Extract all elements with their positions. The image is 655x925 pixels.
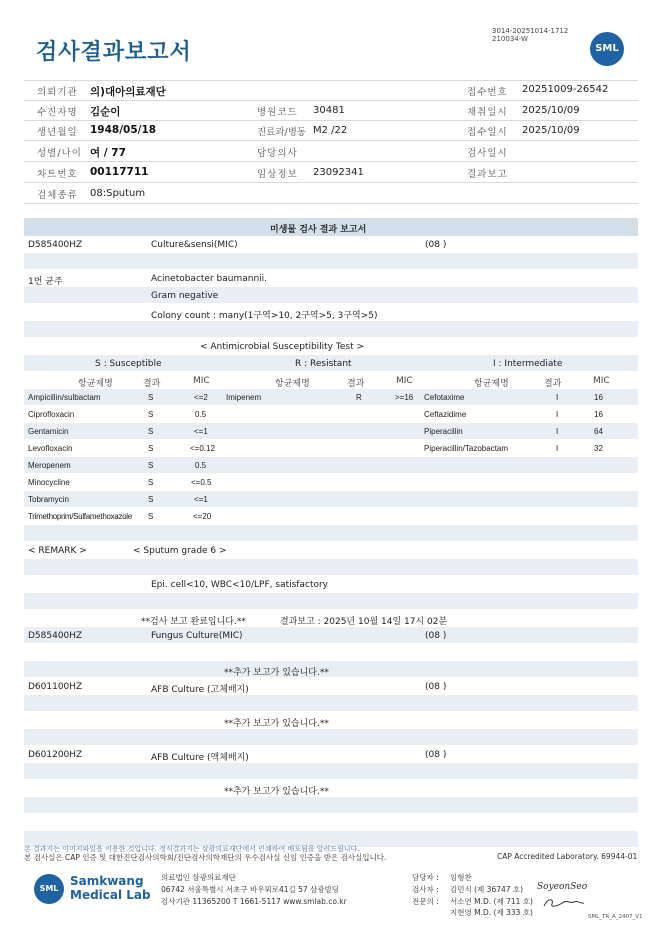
receipt-date-value: 2025/10/09 xyxy=(522,125,580,136)
manager-label: 담당자 : xyxy=(412,873,439,882)
additional-report-notice: **추가 보고가 있습니다.** xyxy=(224,787,329,797)
ast-drug: Ampicillin/sulbactam xyxy=(28,393,101,402)
page-title: 검사결과보고서 xyxy=(36,40,192,65)
row-band xyxy=(24,525,638,541)
specialist-name: 서소연 M.D. (제 711 호) xyxy=(450,897,533,906)
divider xyxy=(24,100,638,101)
row-band xyxy=(24,695,638,711)
ast-mic: <=0.5 xyxy=(191,478,212,487)
row-band xyxy=(24,457,638,473)
colony-count: Colony count : many(1구역>10, 2구역>5, 3구역>5) xyxy=(151,311,378,321)
row-band xyxy=(24,593,638,609)
specimen-label: 검체종류 xyxy=(37,190,78,201)
ast-mic: 0.5 xyxy=(195,461,207,470)
sml-logo-icon: SML xyxy=(590,32,624,66)
divider xyxy=(24,182,638,183)
row-band xyxy=(24,423,638,439)
ast-mic: 16 xyxy=(594,410,603,419)
name-label: 수진자명 xyxy=(37,107,78,118)
divider xyxy=(24,140,638,141)
tester-label: 검사자 : xyxy=(412,885,439,894)
collect-date-label: 채취일시 xyxy=(467,107,508,118)
row-band xyxy=(24,321,638,337)
ast-drug: Ceftazidime xyxy=(424,410,467,419)
divider xyxy=(24,161,638,162)
receipt-date-label: 접수일시 xyxy=(467,127,508,138)
ast-result: S xyxy=(148,444,154,453)
ast-result: S xyxy=(148,393,154,402)
row-band xyxy=(24,253,638,269)
dob-label: 생년월일 xyxy=(37,127,78,138)
ast-title: < Antimicrobial Susceptibility Test > xyxy=(200,342,364,352)
ast-result: I xyxy=(556,444,559,453)
ast-result: S xyxy=(148,478,154,487)
sex-age-value: 여 / 77 xyxy=(90,147,126,159)
col-result-header: 결과 xyxy=(347,379,365,389)
receipt-no-label: 접수번호 xyxy=(467,87,508,98)
ast-drug: Tobramycin xyxy=(28,495,69,504)
remark-grade: < Sputum grade 6 > xyxy=(133,546,227,556)
ast-drug: Trimethoprim/Sulfamethoxazole xyxy=(28,512,132,521)
ast-mic: 64 xyxy=(594,427,603,436)
ast-mic: 16 xyxy=(594,393,603,402)
row-band xyxy=(24,389,638,405)
dept-value: M2 /22 xyxy=(313,125,348,136)
ast-drug: Meropenem xyxy=(28,461,71,470)
test-name: Fungus Culture(MIC) xyxy=(151,631,243,641)
test-name: AFB Culture (고체배지) xyxy=(151,685,249,695)
col-mic-header: MIC xyxy=(593,376,610,386)
hospital-code-label: 병원코드 xyxy=(257,107,298,118)
ast-drug: Piperacillin/Tazobactam xyxy=(424,444,509,453)
row-band xyxy=(24,797,638,813)
cap-accreditation: CAP Accredited Laboratory. 69944-01 xyxy=(497,852,638,861)
test-code: D601100HZ xyxy=(28,682,83,692)
form-code: SML_TR_A_2407_V1 xyxy=(588,914,643,920)
lab-address: 06742 서울특별시 서초구 바우뫼로41길 57 삼광빌딩 xyxy=(161,885,340,894)
col-mic-header: MIC xyxy=(193,376,210,386)
row-band xyxy=(24,627,638,643)
ast-drug: Gentamicin xyxy=(28,427,69,436)
foundation-name: 의료법인 삼광의료재단 xyxy=(161,873,236,882)
remark-text: Epi. cell<10, WBC<10/LPF, satisfactory xyxy=(151,580,329,590)
col-mic-header: MIC xyxy=(396,376,413,386)
gram-stain: Gram negative xyxy=(151,291,219,301)
test-code: D585400HZ xyxy=(28,240,83,250)
ast-mic: 32 xyxy=(594,444,603,453)
clinical-value: 23092341 xyxy=(313,167,364,178)
institution-value: 의)대아의료재단 xyxy=(90,86,166,98)
test-code: D601200HZ xyxy=(28,750,83,760)
ast-result: I xyxy=(556,393,559,402)
ast-mic: >=16 xyxy=(395,393,414,402)
test-date-label: 검사일시 xyxy=(467,148,508,159)
test-specimen: (08 ) xyxy=(425,240,447,250)
test-name: AFB Culture (액체배지) xyxy=(151,753,249,763)
isolate-label: 1번 균주 xyxy=(28,277,63,287)
final-time: 결과보고 : 2025년 10월 14일 17시 02분 xyxy=(280,617,448,627)
ast-result: S xyxy=(148,512,154,521)
sex-age-label: 성별/나이 xyxy=(37,148,82,159)
additional-report-notice: **추가 보고가 있습니다.** xyxy=(224,668,329,678)
section-title: 미생물 검사 결과 보고서 xyxy=(270,225,367,235)
ast-drug: Ciprofloxacin xyxy=(28,410,75,419)
dept-label: 진료과/병동 xyxy=(257,127,307,138)
divider xyxy=(24,203,638,204)
legend-resistant: R : Resistant xyxy=(295,359,352,369)
test-code: D585400HZ xyxy=(28,631,83,641)
divider xyxy=(24,120,638,121)
report-label: 결과보고 xyxy=(467,169,508,180)
specialist-label: 전문의 : xyxy=(412,897,439,906)
ast-result: S xyxy=(148,495,154,504)
row-band xyxy=(24,661,638,677)
col-drug-header: 항균제명 xyxy=(275,379,310,389)
test-specimen: (08 ) xyxy=(425,631,447,641)
col-result-header: 결과 xyxy=(143,379,161,389)
col-drug-header: 항균제명 xyxy=(78,379,113,389)
col-drug-header: 항균제명 xyxy=(474,379,509,389)
remark-label: < REMARK > xyxy=(28,546,87,556)
row-band xyxy=(24,491,638,507)
ast-drug: Levofloxacin xyxy=(28,444,73,453)
ast-mic: <=0.12 xyxy=(190,444,215,453)
lab-contact: 검사기관 11365200 T 1661-5117 www.smlab.co.kr xyxy=(161,897,347,906)
name-value: 김순이 xyxy=(90,106,121,118)
col-result-header: 결과 xyxy=(544,379,562,389)
signature-scribble-icon xyxy=(540,896,586,910)
ast-mic: <=2 xyxy=(194,393,208,402)
legend-intermediate: I : Intermediate xyxy=(493,359,563,369)
row-band xyxy=(24,287,638,303)
ast-result: I xyxy=(556,410,559,419)
ast-result: S xyxy=(148,410,154,419)
institution-label: 의뢰기관 xyxy=(37,87,78,98)
clinical-label: 임상정보 xyxy=(257,169,298,180)
lab-name: Samkwang Medical Lab xyxy=(70,874,151,902)
test-specimen: (08 ) xyxy=(425,750,447,760)
ast-mic: <=20 xyxy=(193,512,212,521)
image-notice: 본 결과지는 이미지파일을 이용한 것입니다. 정식결과지는 삼광의료재단에서 인쇄하여 배포됨을 알려드립니다. xyxy=(24,845,360,853)
ast-drug: Cefotaxime xyxy=(424,393,465,402)
document-id: 3014-20251014-1712 210034-W xyxy=(492,27,569,43)
divider xyxy=(24,80,638,81)
additional-report-notice: **추가 보고가 있습니다.** xyxy=(224,719,329,729)
ast-mic: 0.5 xyxy=(195,410,207,419)
chart-no-label: 차트번호 xyxy=(37,169,78,180)
ast-drug: Imipenem xyxy=(226,393,262,402)
ast-result: S xyxy=(148,427,154,436)
ast-drug: Minocycline xyxy=(28,478,70,487)
row-band xyxy=(24,559,638,575)
ast-result: I xyxy=(556,427,559,436)
row-band xyxy=(24,763,638,779)
hospital-code-value: 30481 xyxy=(313,105,345,116)
ast-mic: <=1 xyxy=(194,495,208,504)
signature: SoyeonSeo xyxy=(537,882,588,892)
chart-no-value: 00117711 xyxy=(90,166,149,178)
ast-result: R xyxy=(356,393,362,402)
test-specimen: (08 ) xyxy=(425,682,447,692)
manager-name: 임형찬 xyxy=(450,873,472,882)
legend-susceptible: S : Susceptible xyxy=(95,359,162,369)
collect-date-value: 2025/10/09 xyxy=(522,105,580,116)
row-band xyxy=(24,729,638,745)
samkwang-logo-icon: SML xyxy=(34,874,64,904)
accreditation-notice: 본 검사실은 CAP 인증 및 대한진단검사의학회/진단검사의학재단의 우수검사실 신임 인증을 받은 검사실입니다. xyxy=(24,853,387,862)
ast-result: S xyxy=(148,461,154,470)
dob-value: 1948/05/18 xyxy=(90,124,157,136)
specimen-value: 08:Sputum xyxy=(90,188,146,199)
test-name: Culture&sensi(MIC) xyxy=(151,240,238,250)
receipt-no-value: 20251009-26542 xyxy=(522,84,609,95)
doctor-label: 담당의사 xyxy=(257,148,298,159)
ast-mic: <=1 xyxy=(194,427,208,436)
specialist-name: 지현영 M.D. (제 333 호) xyxy=(450,908,533,917)
ast-drug: Piperacillin xyxy=(424,427,463,436)
tester-name: 김민식 (제 36747 호) xyxy=(450,885,524,894)
organism-name: Acinetobacter baumannii. xyxy=(151,274,268,284)
final-done: **검사 보고 완료입니다.** xyxy=(141,617,246,627)
